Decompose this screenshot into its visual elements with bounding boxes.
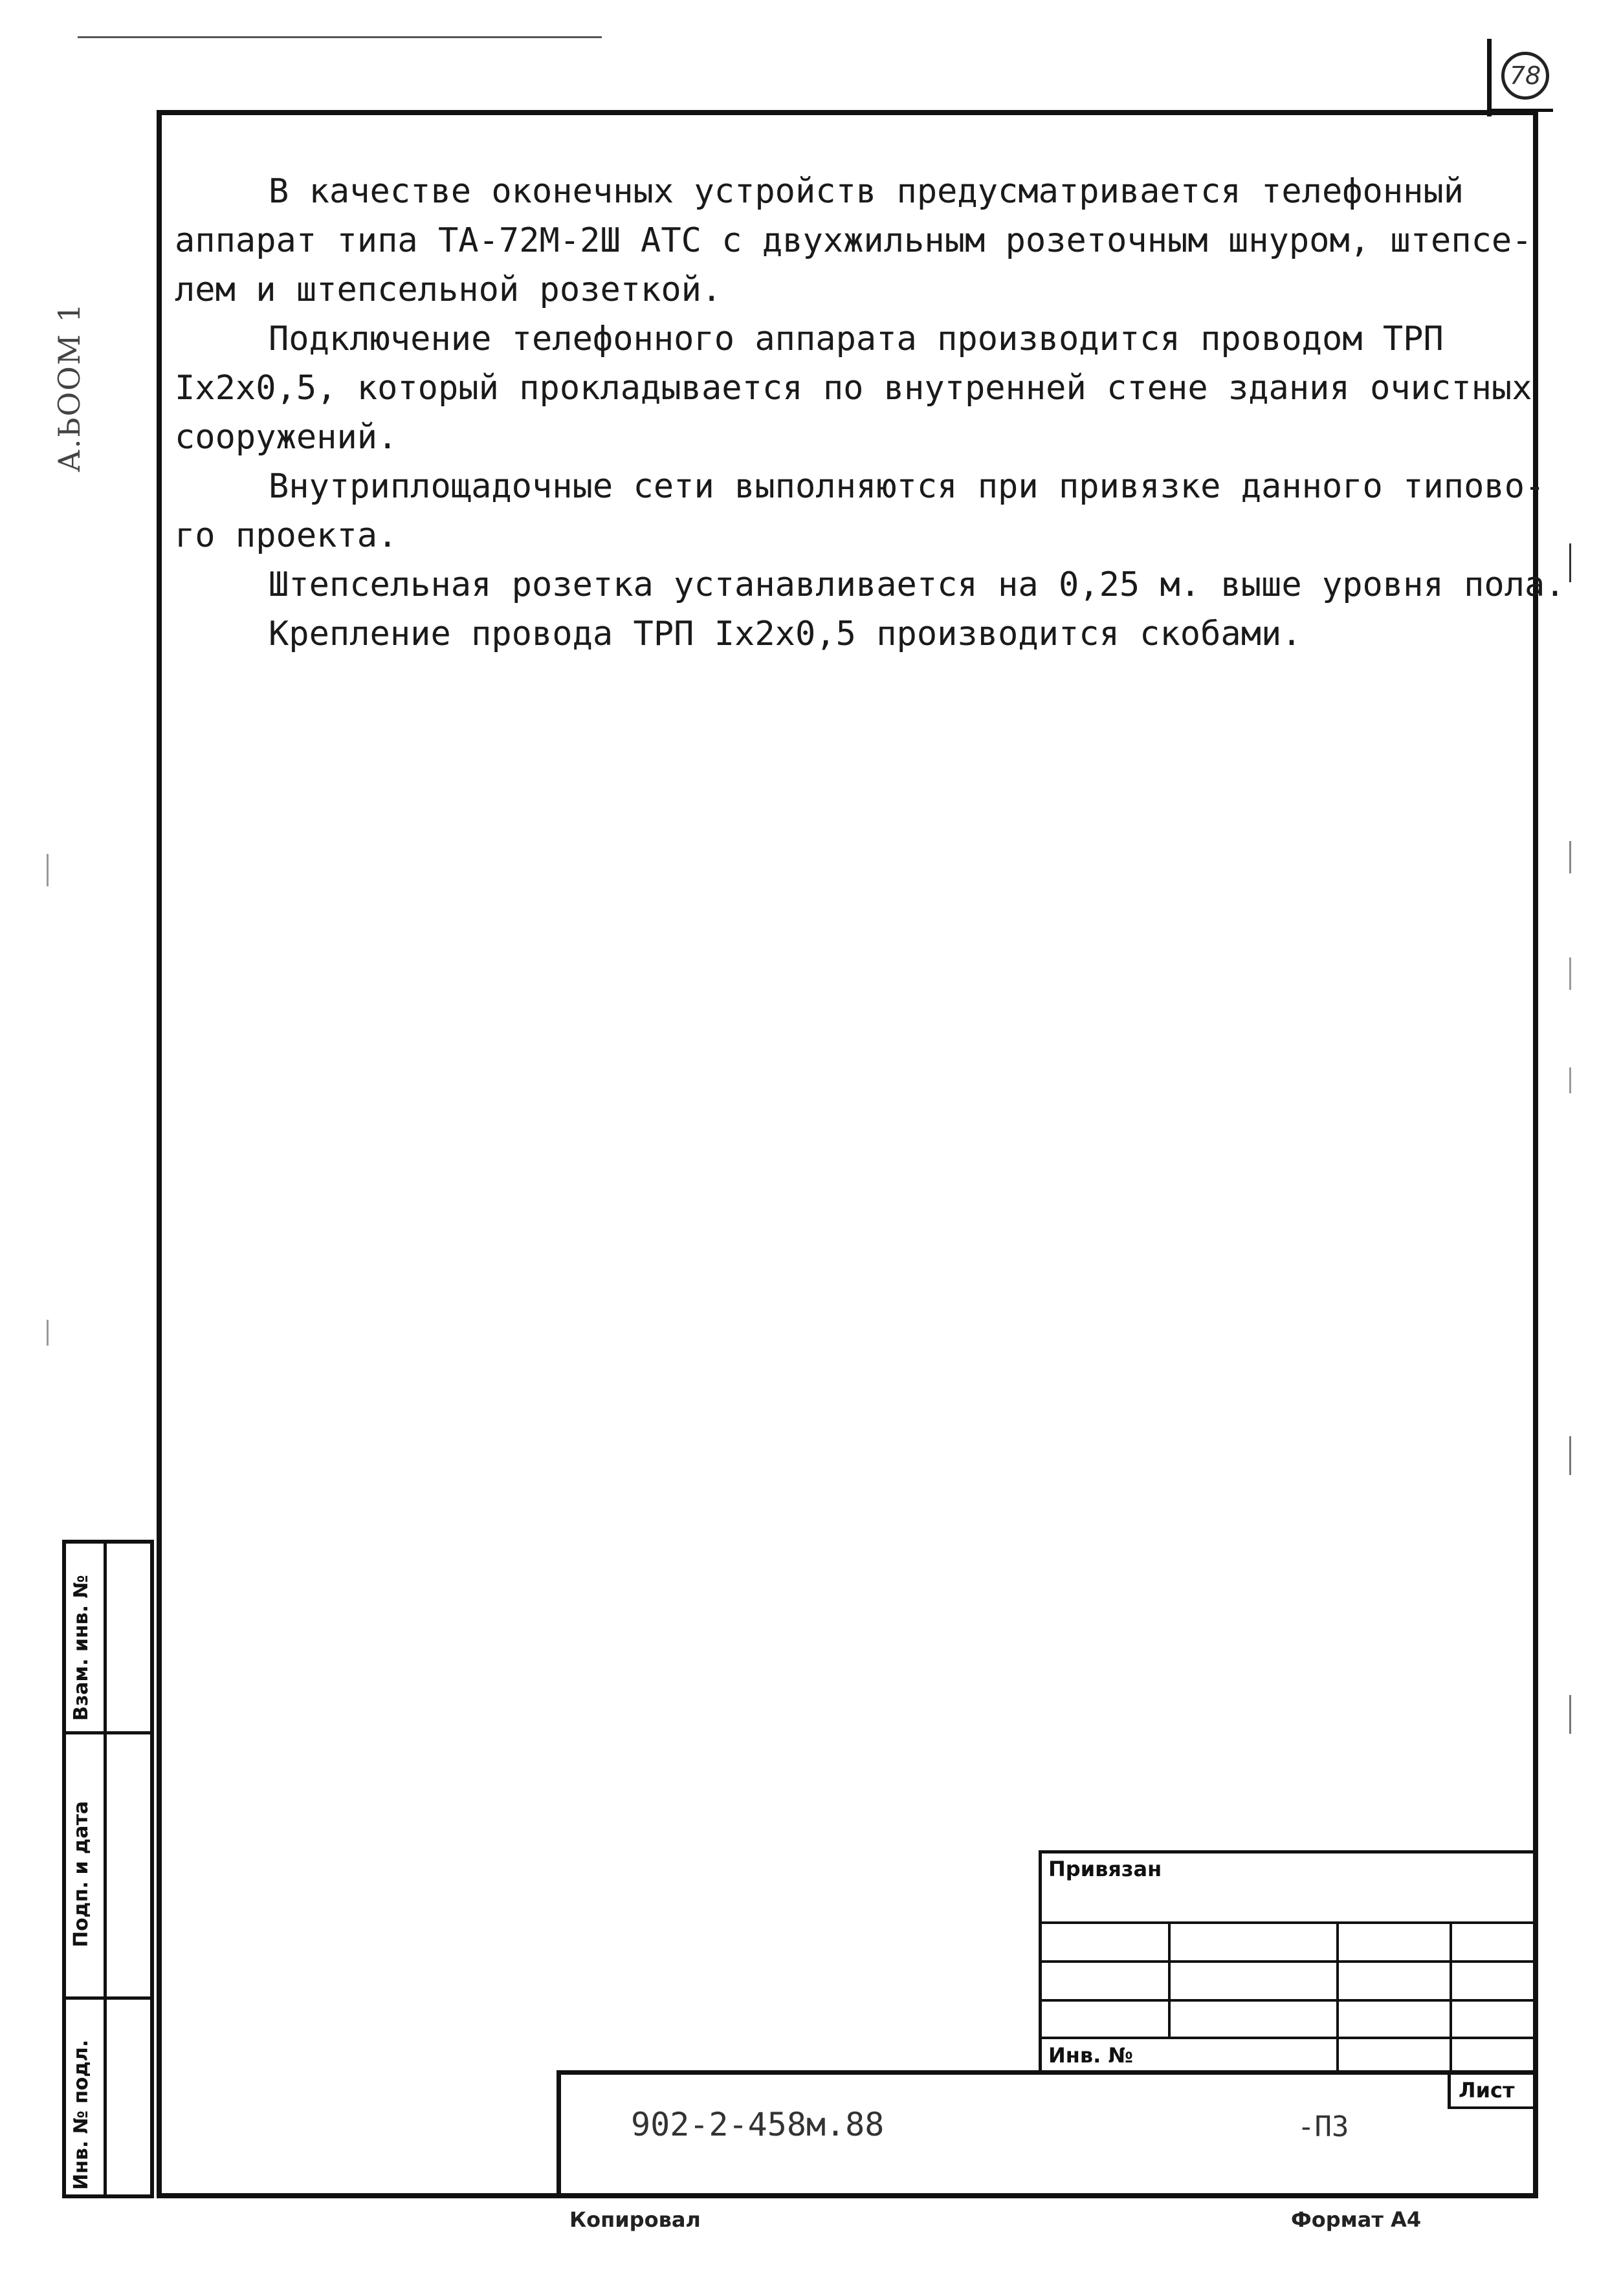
edge-mark [1569,957,1571,990]
text-line: Внутриплощадочные сети выполняются при привязке данного типово- [269,467,1545,506]
text-line: сооружений. [175,418,398,457]
paragraph [175,167,1532,314]
text-line: Подключение телефонного аппарата производится проводом ТРП [269,320,1444,358]
stamp-label-podp-data: Подп. и дата [70,1800,93,1947]
inv-no-label: Инв. № [1048,2043,1133,2068]
text-line: Iх2х0,5, который прокладывается по внутренней стене здания очистных [175,369,1532,408]
edge-mark [1569,1695,1571,1734]
copied-by-label: Копировал [569,2207,701,2232]
album-label: А.ЬООМ 1 [52,302,87,472]
paragraph [175,609,1527,659]
scan-top-line [78,36,602,38]
text-line: лем и штепсельной розеткой. [175,270,722,309]
sheet-number-circle [1501,52,1549,100]
title-block-line [1450,1921,1452,2070]
text-line: Штепсельная розетка устанавливается на 0,25 м. выше уровня пола. [269,565,1565,604]
stamp-divider [62,1996,154,2000]
document-suffix: -ПЗ [1297,2110,1349,2143]
text-line: аппарат типа ТА-72М-2Ш АТС с двухжильным розеточным шнуром, штепсе- [175,221,1532,260]
privyazan-label: Привязан [1048,1857,1162,1881]
stamp-divider [62,1731,154,1734]
document-code: 902-2-458м.88 [631,2106,885,2143]
title-block-line [1039,1921,1538,1924]
title-block-line [1336,1921,1339,2070]
edge-mark [1569,841,1571,873]
text-line: Крепление провода ТРП Iх2х0,5 производится скобами. [269,615,1302,653]
edge-mark [47,1320,49,1346]
title-block-line [1168,1921,1171,2038]
text-line: го проекта. [175,516,398,555]
frame-corner-line [1487,39,1492,116]
sheet-number: 78 [1509,61,1541,90]
format-label: Формат А4 [1291,2207,1422,2232]
edge-mark [47,854,49,886]
edge-mark [1569,543,1571,582]
body-text [175,167,1565,659]
sheet-label: Лист [1459,2078,1515,2103]
stamp-label-vzam-inv: Взам. инв. № [70,1575,93,1721]
stamp-divider [104,1540,107,2198]
title-block-line [1039,2037,1538,2039]
edge-mark [1569,1436,1571,1475]
paragraph [175,560,1565,609]
paragraph [175,462,1545,560]
edge-mark [1569,1067,1571,1093]
text-line: В качестве оконечных устройств предусматривается телефонный [269,172,1464,211]
paragraph [175,314,1532,462]
stamp-label-inv-podl: Инв. № подл. [70,2039,93,2190]
title-block-line [1039,1999,1538,2002]
frame-corner-line [1488,109,1553,112]
title-block-line [1039,1960,1538,1963]
